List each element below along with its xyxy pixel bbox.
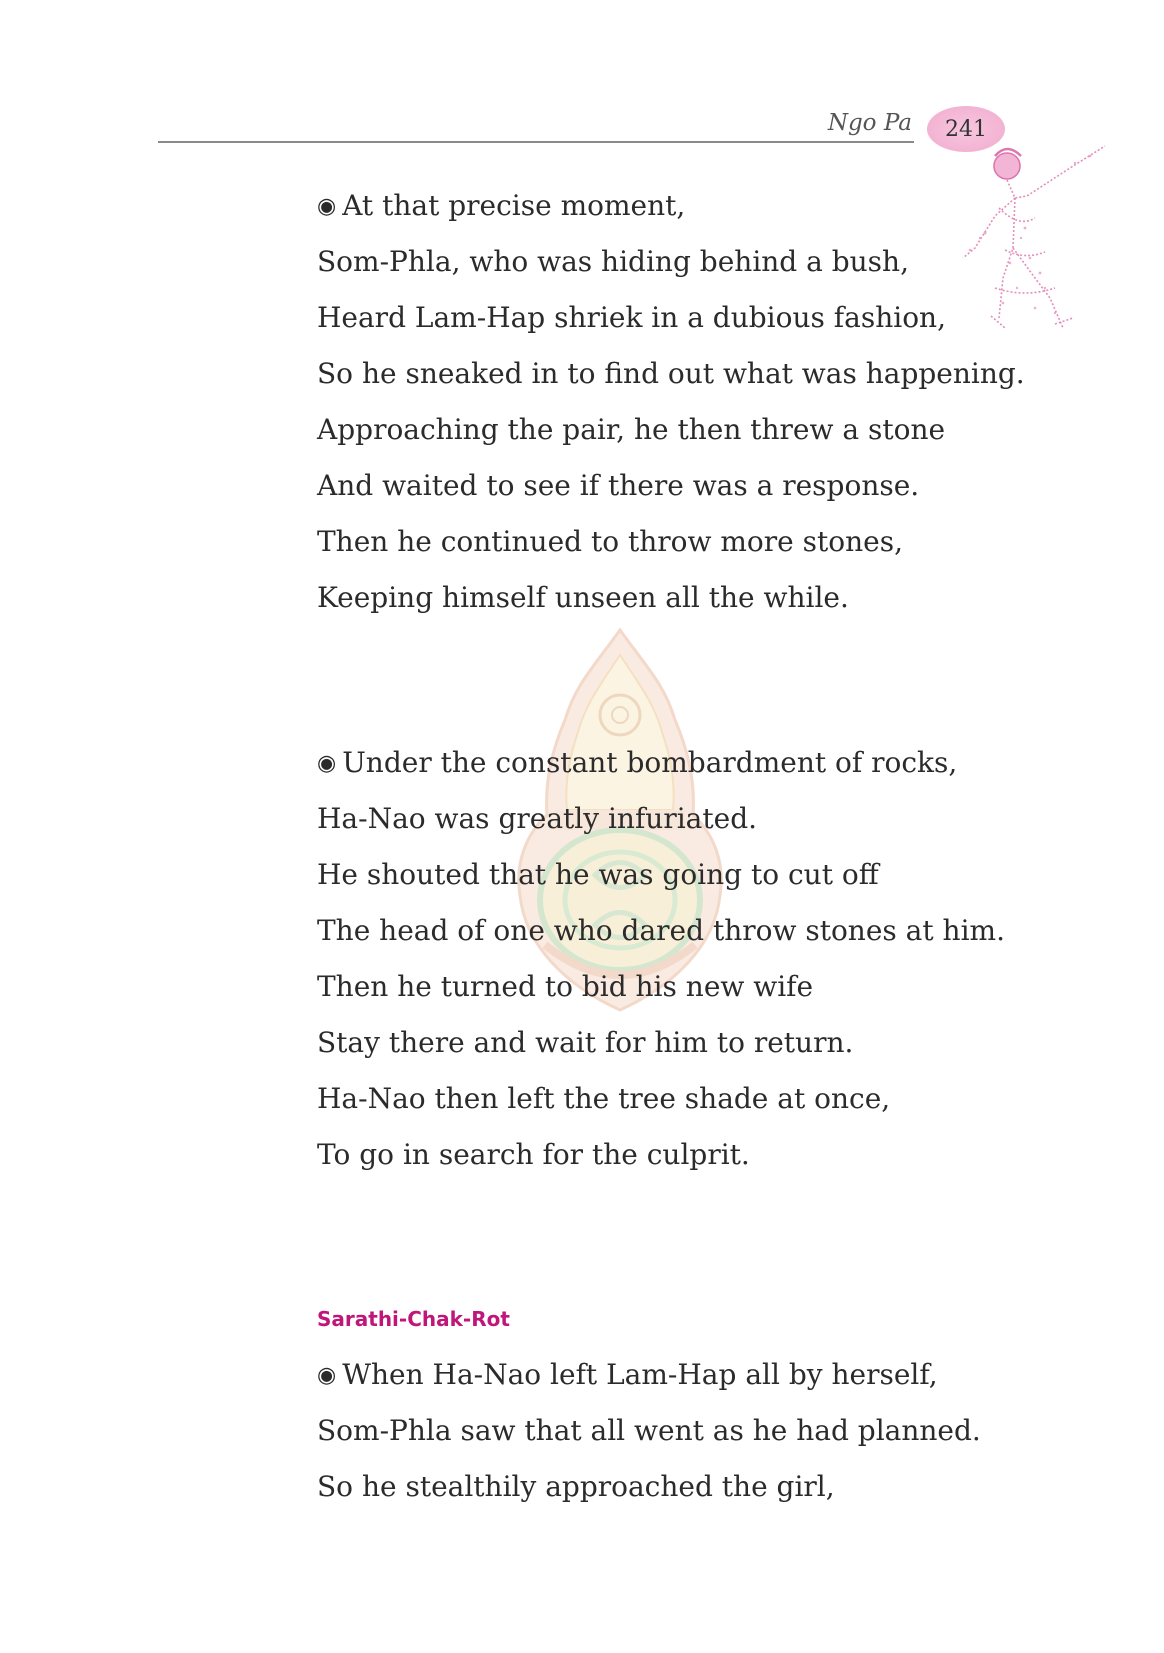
stanza-line: The head of one who dared throw stones at him. [317,914,1005,947]
stanza-line: So he sneaked in to find out what was happening. [317,357,1025,390]
stanza-line: Then he turned to bid his new wife [317,970,814,1003]
running-title: Ngo Pa [827,110,912,136]
stanza-line: ◉ When Ha-Nao left Lam-Hap all by herself, [317,1358,938,1391]
stanza-line: And waited to see if there was a response. [317,469,920,502]
stanza-line: Heard Lam-Hap shriek in a dubious fashion, [317,301,946,334]
page-number: 241 [945,116,987,142]
stanza-line: So he stealthily approached the girl, [317,1470,835,1503]
bullet-icon: ◉ [317,1363,337,1388]
stanza-line: Som-Phla saw that all went as he had planned. [317,1414,981,1447]
bullet-icon: ◉ [317,194,337,219]
stanza-line: Approaching the pair, he then threw a stone [317,413,946,446]
stanza-line: Som-Phla, who was hiding behind a bush, [317,245,909,278]
stanza-line: Ha-Nao was greatly infuriated. [317,802,758,835]
section-heading: Sarathi-Chak-Rot [317,1307,510,1331]
stanza-line: Stay there and wait for him to return. [317,1026,854,1059]
stanza-1 [317,178,1025,626]
stanza-line: He shouted that he was going to cut off [317,858,879,891]
stanza-line: ◉ At that precise moment, [317,189,686,222]
stanza-line: ◉ Under the constant bombardment of rocks, [317,746,958,779]
header-rule [158,141,914,143]
stanza-line: Then he continued to throw more stones, [317,525,903,558]
stanza-line: To go in search for the culprit. [317,1138,750,1171]
bullet-icon: ◉ [317,751,337,776]
stanza-3 [317,1347,981,1515]
stanza-2 [317,735,1005,1183]
stanza-line: Keeping himself unseen all the while. [317,581,849,614]
stanza-line: Ha-Nao then left the tree shade at once, [317,1082,891,1115]
